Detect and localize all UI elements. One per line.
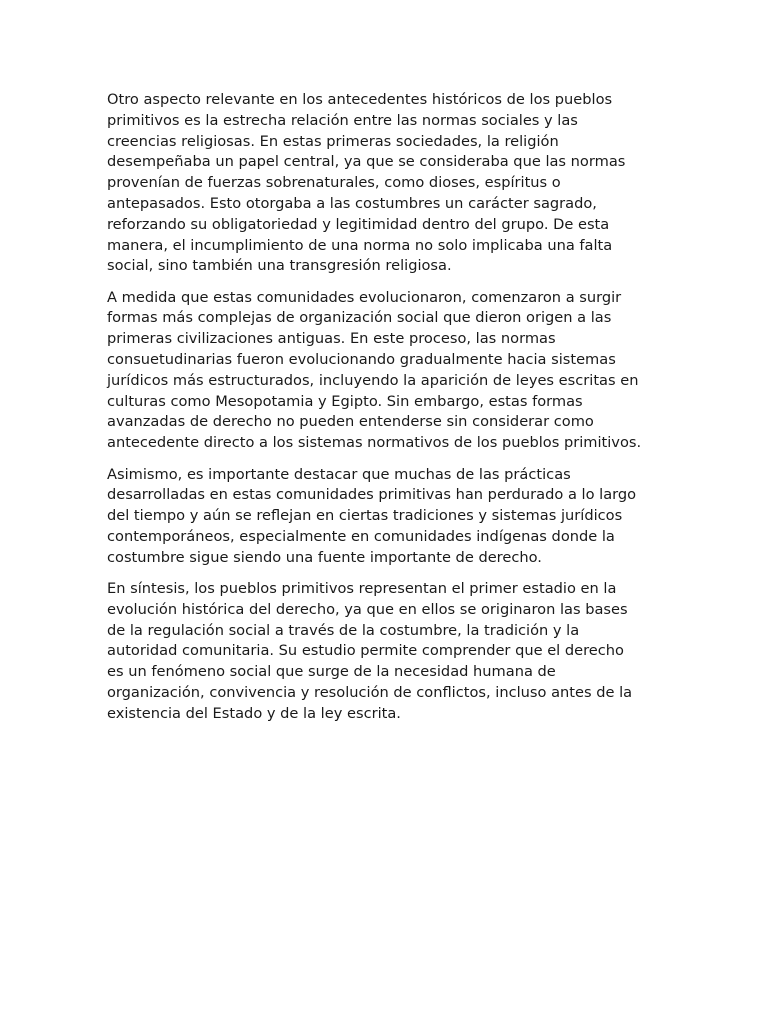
paragraph-2 [107, 288, 667, 454]
paragraph-line: antepasados. Esto otorgaba a las costumbres un carácter sagrado, [107, 194, 597, 212]
paragraph-line: manera, el incumplimiento de una norma no solo implicaba una falta [107, 236, 613, 254]
paragraph-4 [107, 579, 667, 725]
paragraph-line: primitivos es la estrecha relación entre las normas sociales y las [107, 111, 578, 129]
paragraph-line: desarrolladas en estas comunidades primitivas han perdurado a lo largo [107, 486, 637, 504]
paragraph-line: antecedente directo a los sistemas normativos de los pueblos primitivos. [107, 434, 642, 452]
paragraph-line: En síntesis, los pueblos primitivos representan el primer estadio en la [107, 580, 617, 598]
paragraph-line: es un fenómeno social que surge de la necesidad humana de [107, 663, 556, 681]
paragraph-line: autoridad comunitaria. Su estudio permite comprender que el derecho [107, 642, 624, 660]
paragraph-line: costumbre sigue siendo una fuente importante de derecho. [107, 548, 542, 566]
paragraph-line: provenían de fuerzas sobrenaturales, como dioses, espíritus o [107, 174, 561, 192]
paragraph-line: contemporáneos, especialmente en comunidades indígenas donde la [107, 527, 615, 545]
paragraph-line: desempeñaba un papel central, ya que se consideraba que las normas [107, 153, 626, 171]
paragraph-line: jurídicos más estructurados, incluyendo la aparición de leyes escritas en [107, 371, 639, 389]
paragraph-line: Asimismo, es importante destacar que muchas de las prácticas [107, 465, 571, 483]
paragraph-line: avanzadas de derecho no pueden entenderse sin considerar como [107, 413, 594, 431]
paragraph-line: culturas como Mesopotamia y Egipto. Sin embargo, estas formas [107, 392, 583, 410]
paragraph-line: existencia del Estado y de la ley escrita. [107, 704, 401, 722]
document-body [107, 90, 667, 735]
paragraph-line: del tiempo y aún se reflejan en ciertas tradiciones y sistemas jurídicos [107, 507, 623, 525]
paragraph-line: social, sino también una transgresión religiosa. [107, 257, 452, 275]
paragraph-line: consuetudinarias fueron evolucionando gradualmente hacia sistemas [107, 351, 616, 369]
paragraph-line: A medida que estas comunidades evolucionaron, comenzaron a surgir [107, 288, 622, 306]
paragraph-3 [107, 465, 667, 569]
paragraph-line: Otro aspecto relevante en los antecedentes históricos de los pueblos [107, 91, 613, 108]
paragraph-line: organización, convivencia y resolución de conflictos, incluso antes de la [107, 684, 633, 702]
paragraph-line: primeras civilizaciones antiguas. En este proceso, las normas [107, 330, 556, 348]
paragraph-line: evolución histórica del derecho, ya que en ellos se originaron las bases [107, 600, 628, 618]
paragraph-line: formas más complejas de organización social que dieron origen a las [107, 309, 612, 327]
paragraph-line: creencias religiosas. En estas primeras sociedades, la religión [107, 132, 559, 150]
paragraph-1 [107, 90, 667, 277]
paragraph-line: de la regulación social a través de la costumbre, la tradición y la [107, 621, 580, 639]
paragraph-line: reforzando su obligatoriedad y legitimidad dentro del grupo. De esta [107, 215, 610, 233]
